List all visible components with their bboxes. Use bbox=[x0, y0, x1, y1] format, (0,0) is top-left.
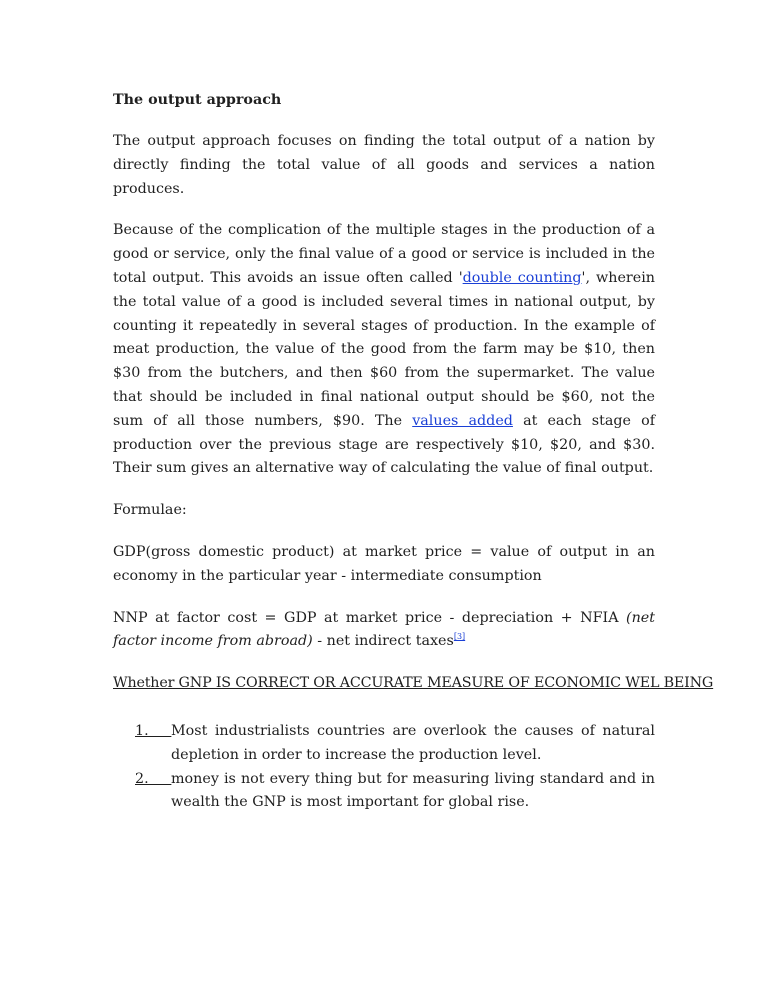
numbered-list bbox=[113, 720, 655, 815]
formula-italic-text: (net factor income from abroad) bbox=[113, 609, 655, 650]
citation-link[interactable]: [3] bbox=[453, 632, 466, 642]
nnp-formula bbox=[113, 607, 655, 655]
list-item-text: Most industrialists countries are overlook the causes of natural depletion in order to increase the production level. bbox=[171, 722, 655, 763]
list-item-number: 1. bbox=[135, 722, 172, 739]
values-added-link[interactable]: values added bbox=[412, 412, 513, 429]
double-counting-link[interactable]: double counting bbox=[462, 269, 582, 286]
intro-paragraph: The output approach focuses on finding the total output of a nation by directly finding the total value of all goods and services a nation produces. bbox=[113, 133, 655, 197]
paragraph-text: at each stage of production over the previous stage are respectively $10, $20, and $30. Their sum gives an alternative way of calculating the value of final output. bbox=[113, 412, 656, 477]
citation-superscript bbox=[454, 632, 465, 641]
gdp-formula: GDP(gross domestic product) at market price = value of output in an economy in the particular year - intermediate consumption bbox=[113, 543, 655, 584]
paragraph-text: Because of the complication of the multiple stages in the production of a good or service, only the final value of a good or service is included in the total output. This avoids an issue often called ' bbox=[113, 222, 655, 286]
formula-text: NNP at factor cost = GDP at market price - depreciation + NFIA bbox=[113, 609, 626, 626]
document-page bbox=[113, 88, 714, 815]
list-item bbox=[113, 720, 655, 768]
formulae-label: Formulae: bbox=[113, 502, 187, 519]
formula-text: - net indirect taxes bbox=[312, 633, 454, 650]
list-item-number: 2. bbox=[135, 770, 172, 787]
double-counting-paragraph bbox=[113, 219, 655, 481]
section-title: The output approach bbox=[113, 92, 282, 108]
list-item bbox=[113, 768, 655, 816]
paragraph-text: ', wherein the total value of a good is included several times in national output, by counting it repeatedly in several stages of production. In the example of meat production, the value of the good from the farm may be $10, then $30 from the butchers, and then $60 from the supermarket. The value that should be included in final national output should be $60, not the sum of all those numbers, $90. The bbox=[113, 269, 655, 429]
list-item-text: money is not every thing but for measuring living standard and in wealth the GNP is most important for global rise. bbox=[171, 770, 655, 811]
gnp-section-heading: Whether GNP IS CORRECT OR ACCURATE MEASURE OF ECONOMIC WEL BEING bbox=[113, 675, 714, 692]
